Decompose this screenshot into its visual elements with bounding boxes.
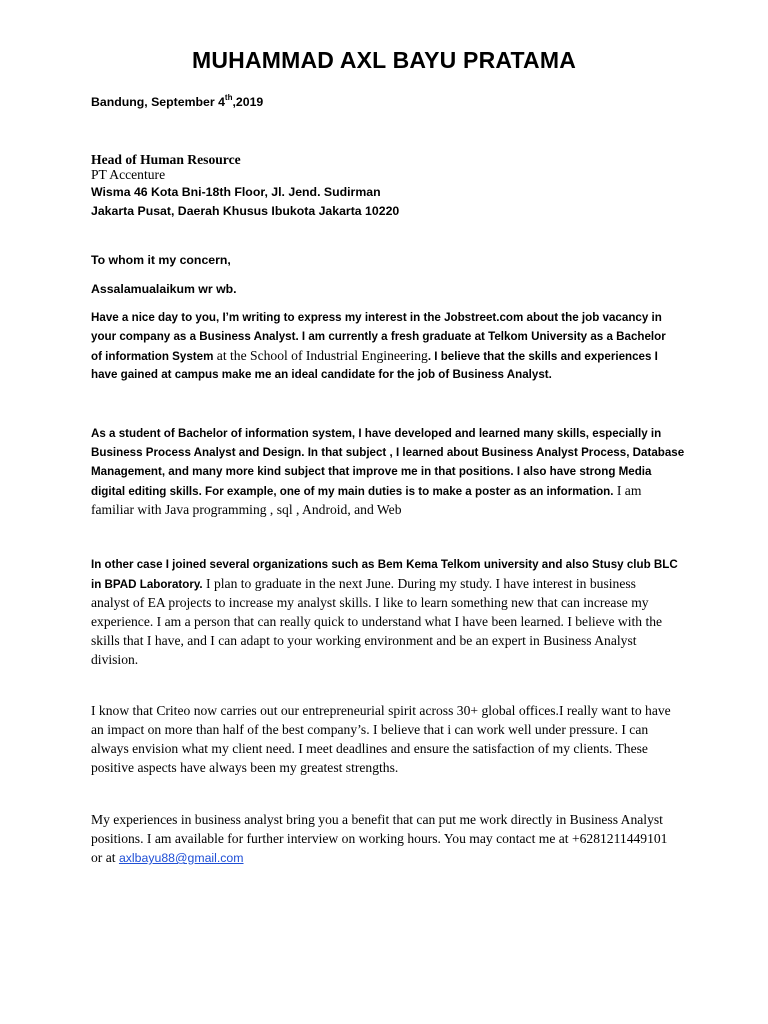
p4-line: an impact on more than half of the best company’s. I believe that i can work well under pressure. I can <box>91 722 649 737</box>
p5-line: My experiences in business analyst bring you a benefit that can put me work directly in Business Analyst <box>91 812 663 827</box>
paragraph-skills <box>91 424 685 519</box>
p1-line: at the School of Industrial Engineering <box>213 348 428 363</box>
date-year: ,2019 <box>232 95 264 109</box>
applicant-name: MUHAMMAD AXL BAYU PRATAMA <box>191 47 577 73</box>
p1-line: your company as a Business Analyst. I am currently a fresh graduate at Telkom University as a Bachelor <box>91 330 666 343</box>
p3-line: analyst of EA projects to increase my analyst skills. I like to learn something new that can increase my <box>91 595 649 610</box>
paragraph-contact <box>91 810 681 867</box>
date-text: Bandung, September 4 <box>91 95 225 109</box>
email-link[interactable]: axlbayu88@gmail.com <box>118 851 244 865</box>
date-ordinal: th <box>224 93 233 102</box>
recipient-address-line2: Jakarta Pusat, Daerah Khusus Ibukota Jakarta 10220 <box>91 204 400 218</box>
p3-line: I plan to graduate in the next June. During my study. I have interest in business <box>202 576 636 591</box>
recipient-title: Head of Human Resource <box>91 152 241 167</box>
p2-line: Management, and many more kind subject that improve me in that positions. I also have strong Media <box>91 465 652 478</box>
salutation: Assalamualaikum wr wb. <box>91 282 237 296</box>
p1-line: of information System <box>91 350 214 363</box>
p1-line: Have a nice day to you, I’m writing to express my interest in the Jobstreet.com about the job vacancy in <box>91 311 662 324</box>
p1-line: . I believe that the skills and experiences I <box>427 350 658 363</box>
paragraph-motivation <box>91 701 681 777</box>
p2-line: As a student of Bachelor of information system, I have developed and learned many skills, especially in <box>91 427 662 440</box>
p3-line: division. <box>91 652 139 667</box>
p2-line: familiar with Java programming , sql , Android, and Web <box>91 502 402 517</box>
p3-line: In other case I joined several organizations such as Bem Kema Telkom university and also Stusy club BLC <box>91 558 678 571</box>
p4-line: positive aspects have always been my greatest strengths. <box>91 760 399 775</box>
paragraph-organizations <box>91 555 681 669</box>
letter-date <box>91 95 263 109</box>
p4-line: I know that Criteo now carries out our entrepreneurial spirit across 30+ global offices.I really want to have <box>91 703 671 718</box>
recipient-company: PT Accenture <box>91 167 166 182</box>
p3-line: experience. I am a person that can really quick to understand what I have been learned. I believe with the <box>91 614 663 629</box>
p2-line: I am <box>613 483 642 498</box>
p4-line: always envision what my client need. I meet deadlines and ensure the satisfaction of my clients. These <box>91 741 648 756</box>
greeting: To whom it my concern, <box>91 253 231 267</box>
p3-line: skills that I have, and I can adapt to your working environment and be an expert in Business Analyst <box>91 633 637 648</box>
p5-line: or at <box>91 850 119 865</box>
recipient-address-line1: Wisma 46 Kota Bni-18th Floor, Jl. Jend. Sudirman <box>91 185 381 199</box>
p2-line: digital editing skills. For example, one of my main duties is to make a poster as an information. <box>91 485 614 498</box>
p5-line: positions. I am available for further interview on working hours. You may contact me at +6281211449101 <box>91 831 668 846</box>
paragraph-intro <box>91 308 681 384</box>
p3-line: in BPAD Laboratory. <box>91 578 203 591</box>
p2-line: Business Process Analyst and Design. In that subject , I learned about Business Analyst Process, Database <box>91 446 685 459</box>
p1-line: have gained at campus make me an ideal candidate for the job of Business Analyst. <box>91 368 552 381</box>
